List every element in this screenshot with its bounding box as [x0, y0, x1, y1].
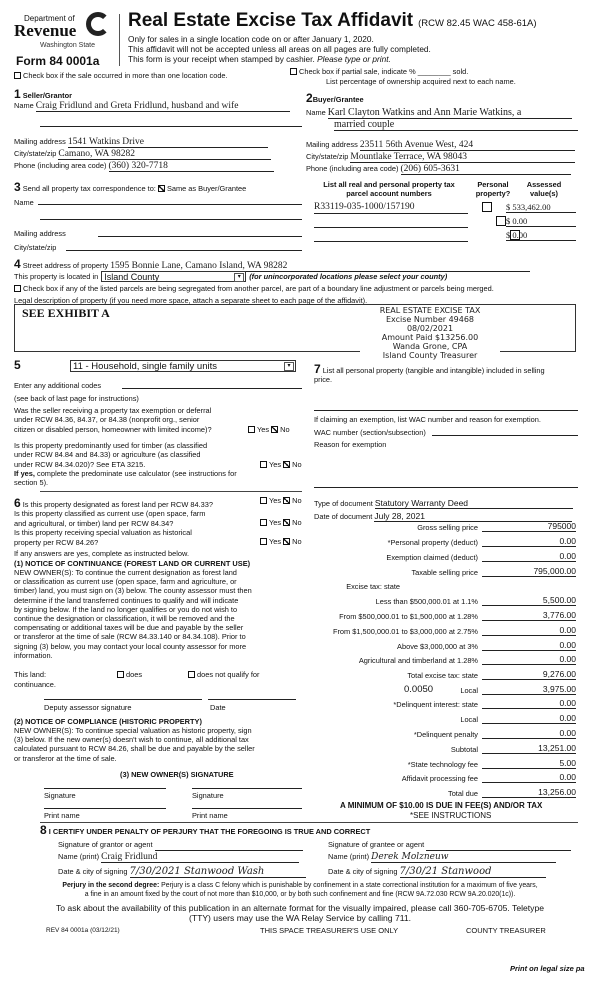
exemption-yes-checkbox[interactable] [248, 426, 255, 433]
exemption-no-checkbox[interactable] [271, 426, 278, 433]
section-number: 8 [40, 823, 47, 837]
grantee-name-field[interactable]: Derek Molzneuw [371, 852, 556, 863]
section-number: 3 [14, 180, 21, 194]
land-use-code-value: 11 - Household, single family units [73, 361, 217, 372]
grantor-signature-label: Signature of grantor or agent [58, 840, 153, 849]
section-number: 7 [314, 362, 321, 376]
seller-mail-field[interactable]: 1541 Watkins Drive [68, 137, 268, 148]
deputy-label: Deputy assessor signature [44, 703, 132, 712]
county-note: (for unincorporated locations please select your county) [249, 272, 448, 281]
owner-signature-field[interactable] [44, 788, 166, 789]
tax-row-value[interactable]: 13,251.00 [482, 743, 576, 754]
notice-compliance-text: NEW OWNER(S): To continue special valuation as historic property, sign (3) below. If the new owner(s) doesn't wish to continue, all additional tax calculated pursuant to RCW 84.26, shall be due and payable by the seller or transferor at the time of sale. [14, 726, 255, 763]
name-print-label: Name (print) [328, 852, 370, 861]
tax-row-value[interactable]: 0.00 [482, 625, 576, 636]
wac-label: WAC number (section/subsection) [314, 428, 426, 437]
deputy-signature-field[interactable] [44, 699, 202, 700]
partial-sale-note: List percentage of ownership acquired next to each name. [326, 77, 516, 86]
partial-sale-checkbox[interactable] [290, 68, 297, 75]
exemption-instructions: If claiming an exemption, list WAC number and reason for exemption. [314, 415, 541, 424]
divider [40, 491, 302, 492]
additional-codes-label: Enter any additional codes [14, 381, 102, 390]
same-as-buyer-checkbox[interactable] [158, 185, 165, 192]
timber-yes-checkbox[interactable] [260, 461, 267, 468]
tax-row-label: Affidavit processing fee [401, 774, 478, 783]
multi-location-checkbox[interactable] [14, 72, 21, 79]
header-line-3-italic: Please type or print. [317, 54, 391, 64]
stamp-line: Amount Paid $13256.00 [360, 333, 500, 342]
tax-row-label: Less than $500,000.01 at 1.1% [375, 597, 478, 606]
seller-heading: Seller/Grantor [22, 91, 73, 100]
partial-sale-label: Check box if partial sale, indicate % ________ sold. [299, 67, 469, 76]
seller-mail-label: Mailing address [14, 137, 66, 146]
owner-signature-field[interactable] [192, 788, 302, 789]
signature-label: Signature [44, 791, 76, 800]
historic-yes-checkbox[interactable] [260, 538, 267, 545]
no-label: No [292, 537, 302, 546]
tax-row-value[interactable]: 13,256.00 [482, 787, 576, 798]
perjury-notice: Perjury in the second degree: Perjury is a class C felony which is punishable by confinement in a state correctional institution for a maximum of five years, a fine in an amount fixed by the court of not more than $10,000, or by both such confinement and fine (RCW 9A.72.030 RCW 9A.20.020(1c)). [62, 882, 538, 898]
grantee-signature-field[interactable] [426, 839, 571, 851]
section-number: 5 [14, 358, 21, 372]
tax-row-label: *Delinquent interest: state [393, 700, 478, 709]
section-number: 2 [306, 91, 313, 105]
buyer-city-field[interactable]: Mountlake Terrace, WA 98043 [350, 152, 575, 163]
sec3-name-label: Name [14, 198, 34, 207]
sec3-name-field[interactable] [38, 204, 302, 205]
doc-date-label: Date of document [314, 512, 373, 521]
tax-row-value[interactable]: 795,000.00 [482, 566, 576, 577]
personal-property-question-2: price. [314, 375, 333, 384]
tax-row-label: Taxable selling price [411, 568, 478, 577]
grantor-signature-field[interactable] [155, 839, 303, 851]
tax-row-label: Gross selling price [417, 523, 478, 532]
tax-row-value[interactable]: 0.00 [482, 713, 576, 724]
county-treasurer-label: COUNTY TREASURER [466, 926, 546, 935]
stamp-line: Wanda Grone, CPA [360, 342, 500, 351]
owner-print-name-field[interactable] [192, 808, 302, 809]
wac-field[interactable] [432, 435, 578, 436]
same-as-buyer-label: Same as Buyer/Grantee [166, 184, 247, 193]
header-line-3: This form is your receipt when stamped by cashier. [128, 54, 315, 64]
land-use-code-select[interactable] [70, 360, 296, 372]
sec3-mail-label: Mailing address [14, 229, 66, 238]
doc-type-label: Type of document [314, 499, 373, 508]
see-back-note: (see back of last page for instructions) [14, 394, 139, 403]
print-name-label: Print name [192, 811, 228, 820]
parcel-header: List all real and personal property tax parcel account numbers [323, 180, 455, 198]
tax-row-label: Exemption claimed (deduct) [386, 553, 478, 562]
buyer-phone-label: Phone (including area code) [306, 164, 399, 173]
page-title: Real Estate Excise Tax Affidavit [128, 10, 414, 31]
state-label: Washington State [40, 42, 95, 49]
tax-row-value[interactable]: 0.00 [482, 772, 576, 783]
does-not-label: does not qualify for [197, 670, 260, 679]
sec3-city-label: City/state/zip [14, 243, 57, 252]
buyer-name-label: Name [306, 108, 326, 117]
title-row [128, 10, 537, 32]
legal-description-value: SEE EXHIBIT A [22, 306, 110, 320]
assessed-value-field[interactable]: $ 533,462.00 [506, 202, 576, 213]
title-citation: (RCW 82.45 WAC 458-61A) [418, 18, 537, 29]
owner-print-name-field[interactable] [44, 808, 166, 809]
form-number: Form 84 0001a [16, 54, 100, 68]
new-owner-signature-title: (3) NEW OWNER(S) SIGNATURE [120, 770, 234, 779]
local-rate-value: 0.0050 [404, 684, 434, 695]
buyer-city-label: City/state/zip [306, 152, 349, 161]
does-qualify-checkbox[interactable] [117, 671, 124, 678]
parcel-number-field[interactable]: R33119-035-1000/157190 [314, 202, 468, 214]
tax-row-label: *Delinquent penalty [413, 730, 478, 739]
continuance-label: continuance. [14, 680, 56, 689]
tax-row-label: From $1,500,000.01 to $3,000,000 at 2.75% [332, 627, 478, 636]
minimum-due-note: A MINIMUM OF $10.00 IS DUE IN FEE(S) AND/OR TAX [340, 801, 543, 810]
revision-label: REV 84 0001a (03/12/21) [46, 927, 120, 934]
legal-label: Legal description of property (if you need more space, attach a separate sheet to each page of the affidavit). [14, 296, 368, 305]
print-name-label: Print name [44, 811, 80, 820]
revenue-logo-icon [86, 12, 110, 36]
personal-property-checkbox[interactable] [482, 202, 492, 212]
located-label: This property is located in [14, 272, 99, 281]
grantee-date-city-field[interactable]: 7/30/21 Stanwood [400, 866, 546, 878]
seller-name-label: Name [14, 101, 34, 110]
date-city-label: Date & city of signing [58, 867, 128, 876]
tax-row-value[interactable]: 3,975.00 [482, 684, 576, 695]
seller-name-line-2[interactable] [40, 126, 302, 127]
date-label: Date [210, 703, 226, 712]
buyer-mail-label: Mailing address [306, 140, 358, 149]
grantor-date-city-field[interactable]: 7/30/2021 Stanwood Wash [130, 866, 306, 878]
sec3-name-field-2[interactable] [40, 219, 302, 220]
forest-yes-checkbox[interactable] [260, 497, 267, 504]
no-label: No [292, 518, 302, 527]
seller-name-row [14, 101, 302, 112]
section-number: 1 [14, 87, 21, 101]
sec3-city-field[interactable] [66, 250, 302, 251]
current-use-question: Is this property classified as current use (open space, farm and agricultural, or timber) land per RCW 84.34? [14, 509, 206, 528]
stamp-line: 08/02/2021 [406, 324, 454, 333]
buyer-name-field-2[interactable]: married couple [334, 119, 578, 131]
sec3-text: Send all property tax correspondence to: [22, 184, 156, 193]
chevron-down-icon: ▾ [284, 362, 294, 371]
tax-row-value[interactable]: 0.00 [482, 698, 576, 709]
no-label: No [292, 460, 302, 469]
tax-row-label: Total due [448, 789, 478, 798]
legal-size-note: Print on legal size pa [510, 964, 585, 973]
grantee-signature-label: Signature of grantee or agent [328, 840, 425, 849]
tax-row-label: Above $3,000,000 at 3% [397, 642, 478, 651]
certification-statement: I CERTIFY UNDER PENALTY OF PERJURY THAT THE FOREGOING IS TRUE AND CORRECT [48, 827, 371, 836]
multi-location-label: Check box if the sale occurred in more than one location code. [23, 71, 228, 80]
header-line-1: Only for sales in a single location code on or after January 1, 2020. [128, 34, 374, 44]
tax-row-value[interactable]: 0.00 [482, 654, 576, 665]
tax-row-label: Excise tax: state [346, 582, 400, 591]
personal-property-question: List all personal property (tangible and intangible) included in selling [322, 366, 545, 375]
tax-row-label: *State technology fee [407, 760, 478, 769]
grantor-name-field[interactable]: Craig Fridlund [101, 852, 299, 863]
assessed-value-field[interactable]: $ 0.00 [506, 216, 576, 227]
notice-compliance-title: (2) NOTICE OF COMPLIANCE (HISTORIC PROPERTY) [14, 717, 202, 726]
street-label: Street address of property [22, 261, 109, 270]
no-label: No [292, 496, 302, 505]
section-number: 4 [14, 257, 21, 271]
forest-question: Is this property designated as forest land per RCW 84.33? [22, 500, 213, 509]
treasurer-space-label: THIS SPACE TREASURER'S USE ONLY [260, 926, 399, 935]
tax-row-value[interactable]: 795000 [482, 521, 576, 532]
assessed-value-field[interactable]: $ 0.00 [506, 230, 576, 241]
stamp-line: REAL ESTATE EXCISE TAX [379, 306, 481, 315]
does-not-qualify-checkbox[interactable] [188, 671, 195, 678]
yes-label: Yes [269, 518, 282, 527]
notice-continuance-title: (1) NOTICE OF CONTINUANCE (FOREST LAND OR CURRENT USE) [14, 559, 251, 568]
tax-row-value[interactable]: 3,776.00 [482, 610, 576, 621]
section-number: 6 [14, 496, 21, 510]
seller-city-field[interactable]: Camano, WA 98282 [58, 149, 271, 160]
buyer-name-field[interactable]: Karl Clayton Watkins and Ann Marie Watkins, a [328, 107, 572, 119]
tax-row-label: Subtotal [450, 745, 478, 754]
no-label: No [280, 425, 290, 434]
segregate-label: Check box if any of the listed parcels are being segregated from another parcel, are part of a boundary line adjustment or parcels being merged. [23, 284, 494, 293]
tax-row-label: *Personal property (deduct) [387, 538, 478, 547]
accessibility-notice: To ask about the availability of this publication in an alternate format for the visually impaired, please call 360-705-6705. Teletype (TTY) users may use the WA Relay Service by calling 711. [55, 903, 545, 923]
seller-phone-field[interactable]: (360) 320-7718 [109, 161, 274, 172]
county-select-value: Island County [104, 272, 160, 282]
buyer-heading: Buyer/Grantee [312, 95, 364, 104]
name-print-label: Name (print) [58, 852, 100, 861]
street-address-field[interactable]: 1595 Bonnie Lane, Camano Island, WA 98282 [110, 261, 530, 272]
buyer-mail-field[interactable]: 23511 56th Avenue West, 424 [360, 140, 575, 151]
parcel-number-field[interactable] [314, 216, 468, 228]
seller-city-label: City/state/zip [14, 149, 57, 158]
tax-row-label: Local [460, 715, 478, 724]
reason-label: Reason for exemption [314, 440, 387, 449]
tax-row-label: Total excise tax: state [407, 671, 478, 680]
timber-no-checkbox[interactable] [283, 461, 290, 468]
timber-question: Is this property predominantly used for timber (as classified under RCW 84.84 and 84.33) or agriculture (as classified under RCW 84.34.020)? See ETA 3215. If yes, complete the predominate use calculator (see instructions for section 5). [14, 441, 237, 488]
sec3-mail-field[interactable] [98, 236, 302, 237]
tax-row-value[interactable]: 0.00 [482, 551, 576, 562]
tax-row-value[interactable]: 5.00 [482, 758, 576, 769]
header-divider [119, 14, 120, 66]
deputy-date-field[interactable] [208, 699, 296, 700]
reason-field[interactable] [314, 487, 578, 488]
seller-name-field[interactable]: Craig Fridlund and Greta Fridlund, husband and wife [36, 101, 290, 112]
stamp-line: Excise Number 49468 [385, 315, 475, 324]
parcel-number-field[interactable] [314, 230, 468, 242]
chevron-down-icon: ▾ [234, 273, 244, 282]
header-line-2: This affidavit will not be accepted unless all areas on all pages are fully completed. [128, 44, 431, 54]
does-label: does [126, 670, 143, 679]
personal-property-field[interactable] [314, 410, 578, 411]
personal-header: Personal property? [475, 180, 511, 198]
buyer-phone-field[interactable]: (206) 605-3631 [401, 164, 571, 175]
dept-label: Department of [24, 14, 75, 23]
yes-label: Yes [257, 425, 270, 434]
notice-continuance-text: NEW OWNER(S): To continue the current designation as forest land or classification as current use (open space, farm and agriculture, or timber) land, you must sign on (3) below. The county assessor must then determine if the land transferred continues to qualify and will indicate by signing below. If the land no longer qualifies or you do not wish to continue the designation or classification, it will be removed and the compensating or additional taxes will be due and payable by the seller or transferor at the time of sale (RCW 84.33.140 or 84.34.108). Prior to signing (3) below, you may contact your local county assessor for more information. [14, 568, 252, 660]
segregate-checkbox[interactable] [14, 285, 21, 292]
personal-property-checkbox[interactable] [496, 216, 506, 226]
date-city-label: Date & city of signing [328, 867, 398, 876]
treasurer-stamp [360, 306, 500, 360]
current-use-yes-checkbox[interactable] [260, 519, 267, 526]
tax-row-value[interactable]: 5,500.00 [482, 595, 576, 606]
exemption-question: Was the seller receiving a property tax exemption or deferral under RCW 84.36, 84.37, or 84.38 (nonprofit org., senior citizen or disabled person, homeowner with limited income)? [14, 406, 212, 434]
agency-logo-text: Revenue [14, 21, 77, 40]
doc-type-field[interactable]: Statutory Warranty Deed [375, 498, 573, 509]
tax-row-label: Local [460, 686, 478, 695]
tax-row-value[interactable]: 9,276.00 [482, 669, 576, 680]
this-land-label: This land: [14, 670, 47, 679]
seller-phone-label: Phone (including area code) [14, 161, 107, 170]
county-select[interactable] [101, 271, 246, 282]
tax-row-value[interactable]: 0.00 [482, 536, 576, 547]
current-use-no-checkbox[interactable] [283, 519, 290, 526]
yes-label: Yes [269, 496, 282, 505]
doc-date-field[interactable]: July 28, 2021 [374, 511, 572, 522]
if-any-note: If any answers are yes, complete as instructed below. [14, 549, 189, 558]
tax-row-value[interactable]: 0.00 [482, 728, 576, 739]
signature-label: Signature [192, 791, 224, 800]
additional-codes-field[interactable] [122, 388, 302, 389]
forest-no-checkbox[interactable] [283, 497, 290, 504]
tax-row-label: Agricultural and timberland at 1.28% [358, 656, 478, 665]
assessed-header: Assessed value(s) [526, 180, 562, 198]
historic-question: Is this property receiving special valuation as historical property per RCW 84.26? [14, 528, 192, 547]
see-instructions-note: *SEE INSTRUCTIONS [410, 811, 492, 820]
historic-no-checkbox[interactable] [283, 538, 290, 545]
yes-label: Yes [269, 460, 282, 469]
tax-row-value[interactable]: 0.00 [482, 640, 576, 651]
tax-row-label: From $500,000.01 to $1,500,000 at 1.28% [339, 612, 478, 621]
yes-label: Yes [269, 537, 282, 546]
stamp-line: Island County Treasurer [360, 351, 500, 360]
